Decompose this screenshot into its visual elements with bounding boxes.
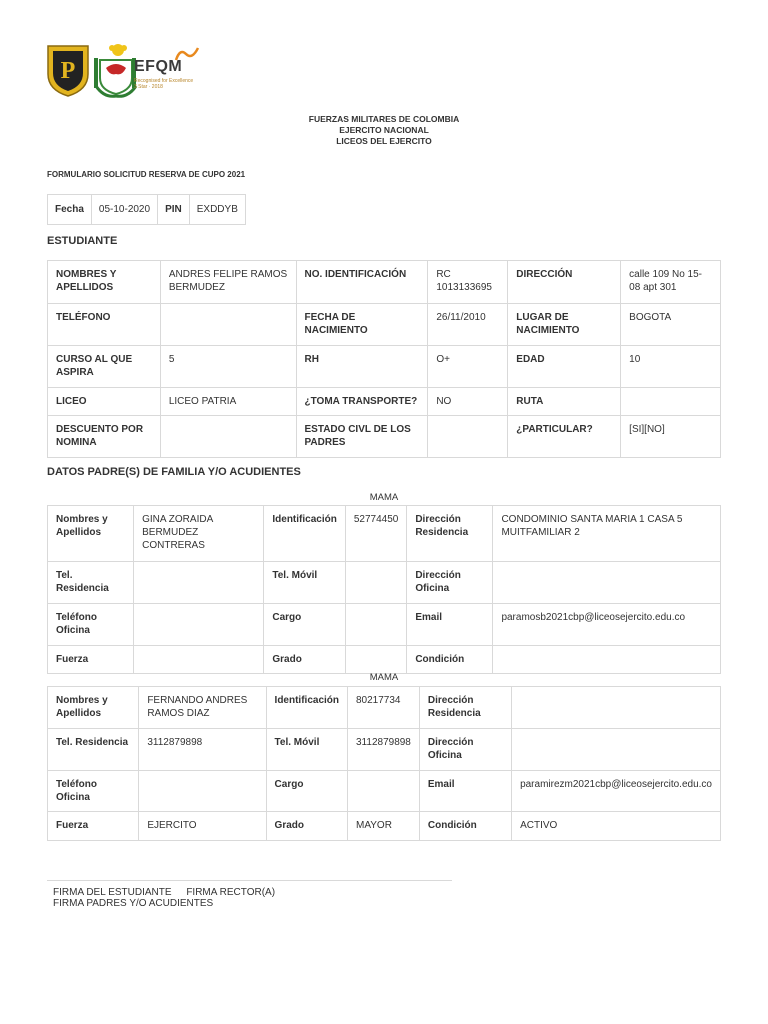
mother-field-value: 52774450	[345, 506, 407, 562]
liceo-shield-logo	[46, 44, 90, 98]
father-field-label: Fuerza	[48, 812, 139, 841]
student-field-label: CURSO AL QUE ASPIRA	[48, 346, 161, 388]
mother-caption: MAMA	[369, 492, 399, 503]
mother-field-label: Condición	[407, 646, 493, 674]
father-field-label: Tel. Móvil	[266, 729, 347, 771]
mother-field-label: Teléfono Oficina	[48, 604, 134, 646]
student-row	[48, 304, 721, 346]
student-field-value: O+	[428, 346, 508, 388]
fecha-label: Fecha	[48, 195, 92, 225]
student-section-title: ESTUDIANTE	[47, 235, 118, 247]
mother-field-label: Dirección Oficina	[407, 562, 493, 604]
efqm-wordmark: EFQM	[134, 58, 183, 75]
father-table	[47, 686, 721, 841]
student-field-label: ESTADO CIVL DE LOS PADRES	[296, 416, 428, 458]
father-field-value: ACTIVO	[512, 812, 721, 841]
student-row	[48, 388, 721, 416]
student-field-value: NO	[428, 388, 508, 416]
mother-field-label: Tel. Residencia	[48, 562, 134, 604]
mother-field-label: Dirección Residencia	[407, 506, 493, 562]
father-field-label: Tel. Residencia	[48, 729, 139, 771]
student-row	[48, 416, 721, 458]
mother-field-label: Identificación	[264, 506, 345, 562]
father-field-label: Dirección Residencia	[419, 687, 511, 729]
mother-field-value	[345, 562, 407, 604]
father-field-label: Dirección Oficina	[419, 729, 511, 771]
mother-field-value	[345, 604, 407, 646]
father-field-label: Teléfono Oficina	[48, 771, 139, 812]
father-row	[48, 729, 721, 771]
mother-field-label: Email	[407, 604, 493, 646]
mother-field-value: paramosb2021cbp@liceosejercito.edu.co	[493, 604, 721, 646]
student-field-label: LICEO	[48, 388, 161, 416]
efqm-logo	[134, 46, 214, 98]
student-field-label: ¿TOMA TRANSPORTE?	[296, 388, 428, 416]
student-field-label: TELÉFONO	[48, 304, 161, 346]
student-field-value: LICEO PATRIA	[160, 388, 296, 416]
mother-field-value: GINA ZORAIDA BERMUDEZ CONTRERAS	[134, 506, 264, 562]
father-row	[48, 771, 721, 812]
father-field-value	[512, 729, 721, 771]
institution-header	[0, 114, 768, 147]
mother-row	[48, 506, 721, 562]
coat-of-arms-logo	[92, 42, 138, 100]
student-field-label: LUGAR DE NACIMIENTO	[508, 304, 621, 346]
mother-row	[48, 604, 721, 646]
father-caption: MAMA	[369, 672, 399, 683]
father-field-label: Email	[419, 771, 511, 812]
student-field-label: NOMBRES Y APELLIDOS	[48, 261, 161, 304]
student-field-value: 26/11/2010	[428, 304, 508, 346]
meta-table	[47, 194, 246, 225]
mother-field-label: Cargo	[264, 604, 345, 646]
student-field-value: 5	[160, 346, 296, 388]
mother-field-value	[134, 604, 264, 646]
student-row	[48, 261, 721, 304]
mother-row	[48, 562, 721, 604]
mother-field-value: CONDOMINIO SANTA MARIA 1 CASA 5 MUITFAMILIAR 2	[493, 506, 721, 562]
student-field-value: 10	[621, 346, 721, 388]
mother-field-value	[493, 646, 721, 674]
pin-value: EXDDYB	[189, 195, 245, 225]
student-field-value	[621, 388, 721, 416]
header-line-2: EJERCITO NACIONAL	[339, 125, 429, 135]
father-field-value: MAYOR	[348, 812, 420, 841]
pin-label: PIN	[158, 195, 190, 225]
father-row	[48, 687, 721, 729]
mother-field-label: Nombres y Apellidos	[48, 506, 134, 562]
student-field-label: RH	[296, 346, 428, 388]
father-field-value: 3112879898	[348, 729, 420, 771]
logo-group	[46, 42, 206, 102]
fecha-value: 05-10-2020	[91, 195, 157, 225]
student-field-label: ¿PARTICULAR?	[508, 416, 621, 458]
mother-field-value	[134, 646, 264, 674]
student-field-label: DESCUENTO POR NOMINA	[48, 416, 161, 458]
father-field-label: Grado	[266, 812, 347, 841]
header-line-3: LICEOS DEL EJERCITO	[336, 136, 432, 146]
father-field-label: Nombres y Apellidos	[48, 687, 139, 729]
mother-table	[47, 505, 721, 674]
mother-field-value	[493, 562, 721, 604]
father-field-value	[512, 687, 721, 729]
signature-rector: FIRMA RECTOR(A)	[186, 887, 276, 898]
father-field-value: 3112879898	[139, 729, 266, 771]
meta-row	[48, 195, 246, 225]
signature-student: FIRMA DEL ESTUDIANTE	[53, 887, 172, 898]
student-field-value: [SI][NO]	[621, 416, 721, 458]
shield-letter: P	[60, 58, 76, 84]
father-field-value	[348, 771, 420, 812]
form-title: FORMULARIO SOLICITUD RESERVA DE CUPO 2021	[47, 170, 246, 179]
parents-section-title: DATOS PADRE(S) DE FAMILIA Y/O ACUDIENTES	[47, 466, 301, 478]
student-row	[48, 346, 721, 388]
father-field-label: Identificación	[266, 687, 347, 729]
efqm-subtitle	[134, 78, 193, 90]
efqm-subtitle-line-1: Recognised for Excellence	[134, 78, 194, 84]
student-field-label: FECHA DE NACIMIENTO	[296, 304, 428, 346]
father-field-value: FERNANDO ANDRES RAMOS DIAZ	[139, 687, 266, 729]
mother-field-label: Tel. Móvil	[264, 562, 345, 604]
signature-row	[47, 880, 452, 909]
mother-row	[48, 646, 721, 674]
student-field-value: ANDRES FELIPE RAMOS BERMUDEZ	[160, 261, 296, 304]
student-field-value: RC 1013133695	[428, 261, 508, 304]
student-field-label: NO. IDENTIFICACIÓN	[296, 261, 428, 304]
father-field-value: paramirezm2021cbp@liceosejercito.edu.co	[512, 771, 721, 812]
student-field-label: DIRECCIÓN	[508, 261, 621, 304]
father-field-value	[139, 771, 266, 812]
mother-field-value	[134, 562, 264, 604]
father-row	[48, 812, 721, 841]
father-field-value: EJERCITO	[139, 812, 266, 841]
mother-field-value	[345, 646, 407, 674]
efqm-subtitle-line-2: 3 Star · 2018	[134, 84, 163, 90]
father-field-value: 80217734	[348, 687, 420, 729]
student-field-value: BOGOTA	[621, 304, 721, 346]
mother-field-label: Fuerza	[48, 646, 134, 674]
student-field-label: RUTA	[508, 388, 621, 416]
student-field-value	[160, 416, 296, 458]
student-field-value	[428, 416, 508, 458]
mother-field-label: Grado	[264, 646, 345, 674]
student-table	[47, 260, 721, 458]
student-field-value: calle 109 No 15-08 apt 301	[621, 261, 721, 304]
father-field-label: Condición	[419, 812, 511, 841]
signature-parents: FIRMA PADRES Y/O ACUDIENTES	[53, 898, 214, 909]
header-line-1: FUERZAS MILITARES DE COLOMBIA	[308, 114, 460, 124]
father-field-label: Cargo	[266, 771, 347, 812]
student-field-value	[160, 304, 296, 346]
student-field-label: EDAD	[508, 346, 621, 388]
